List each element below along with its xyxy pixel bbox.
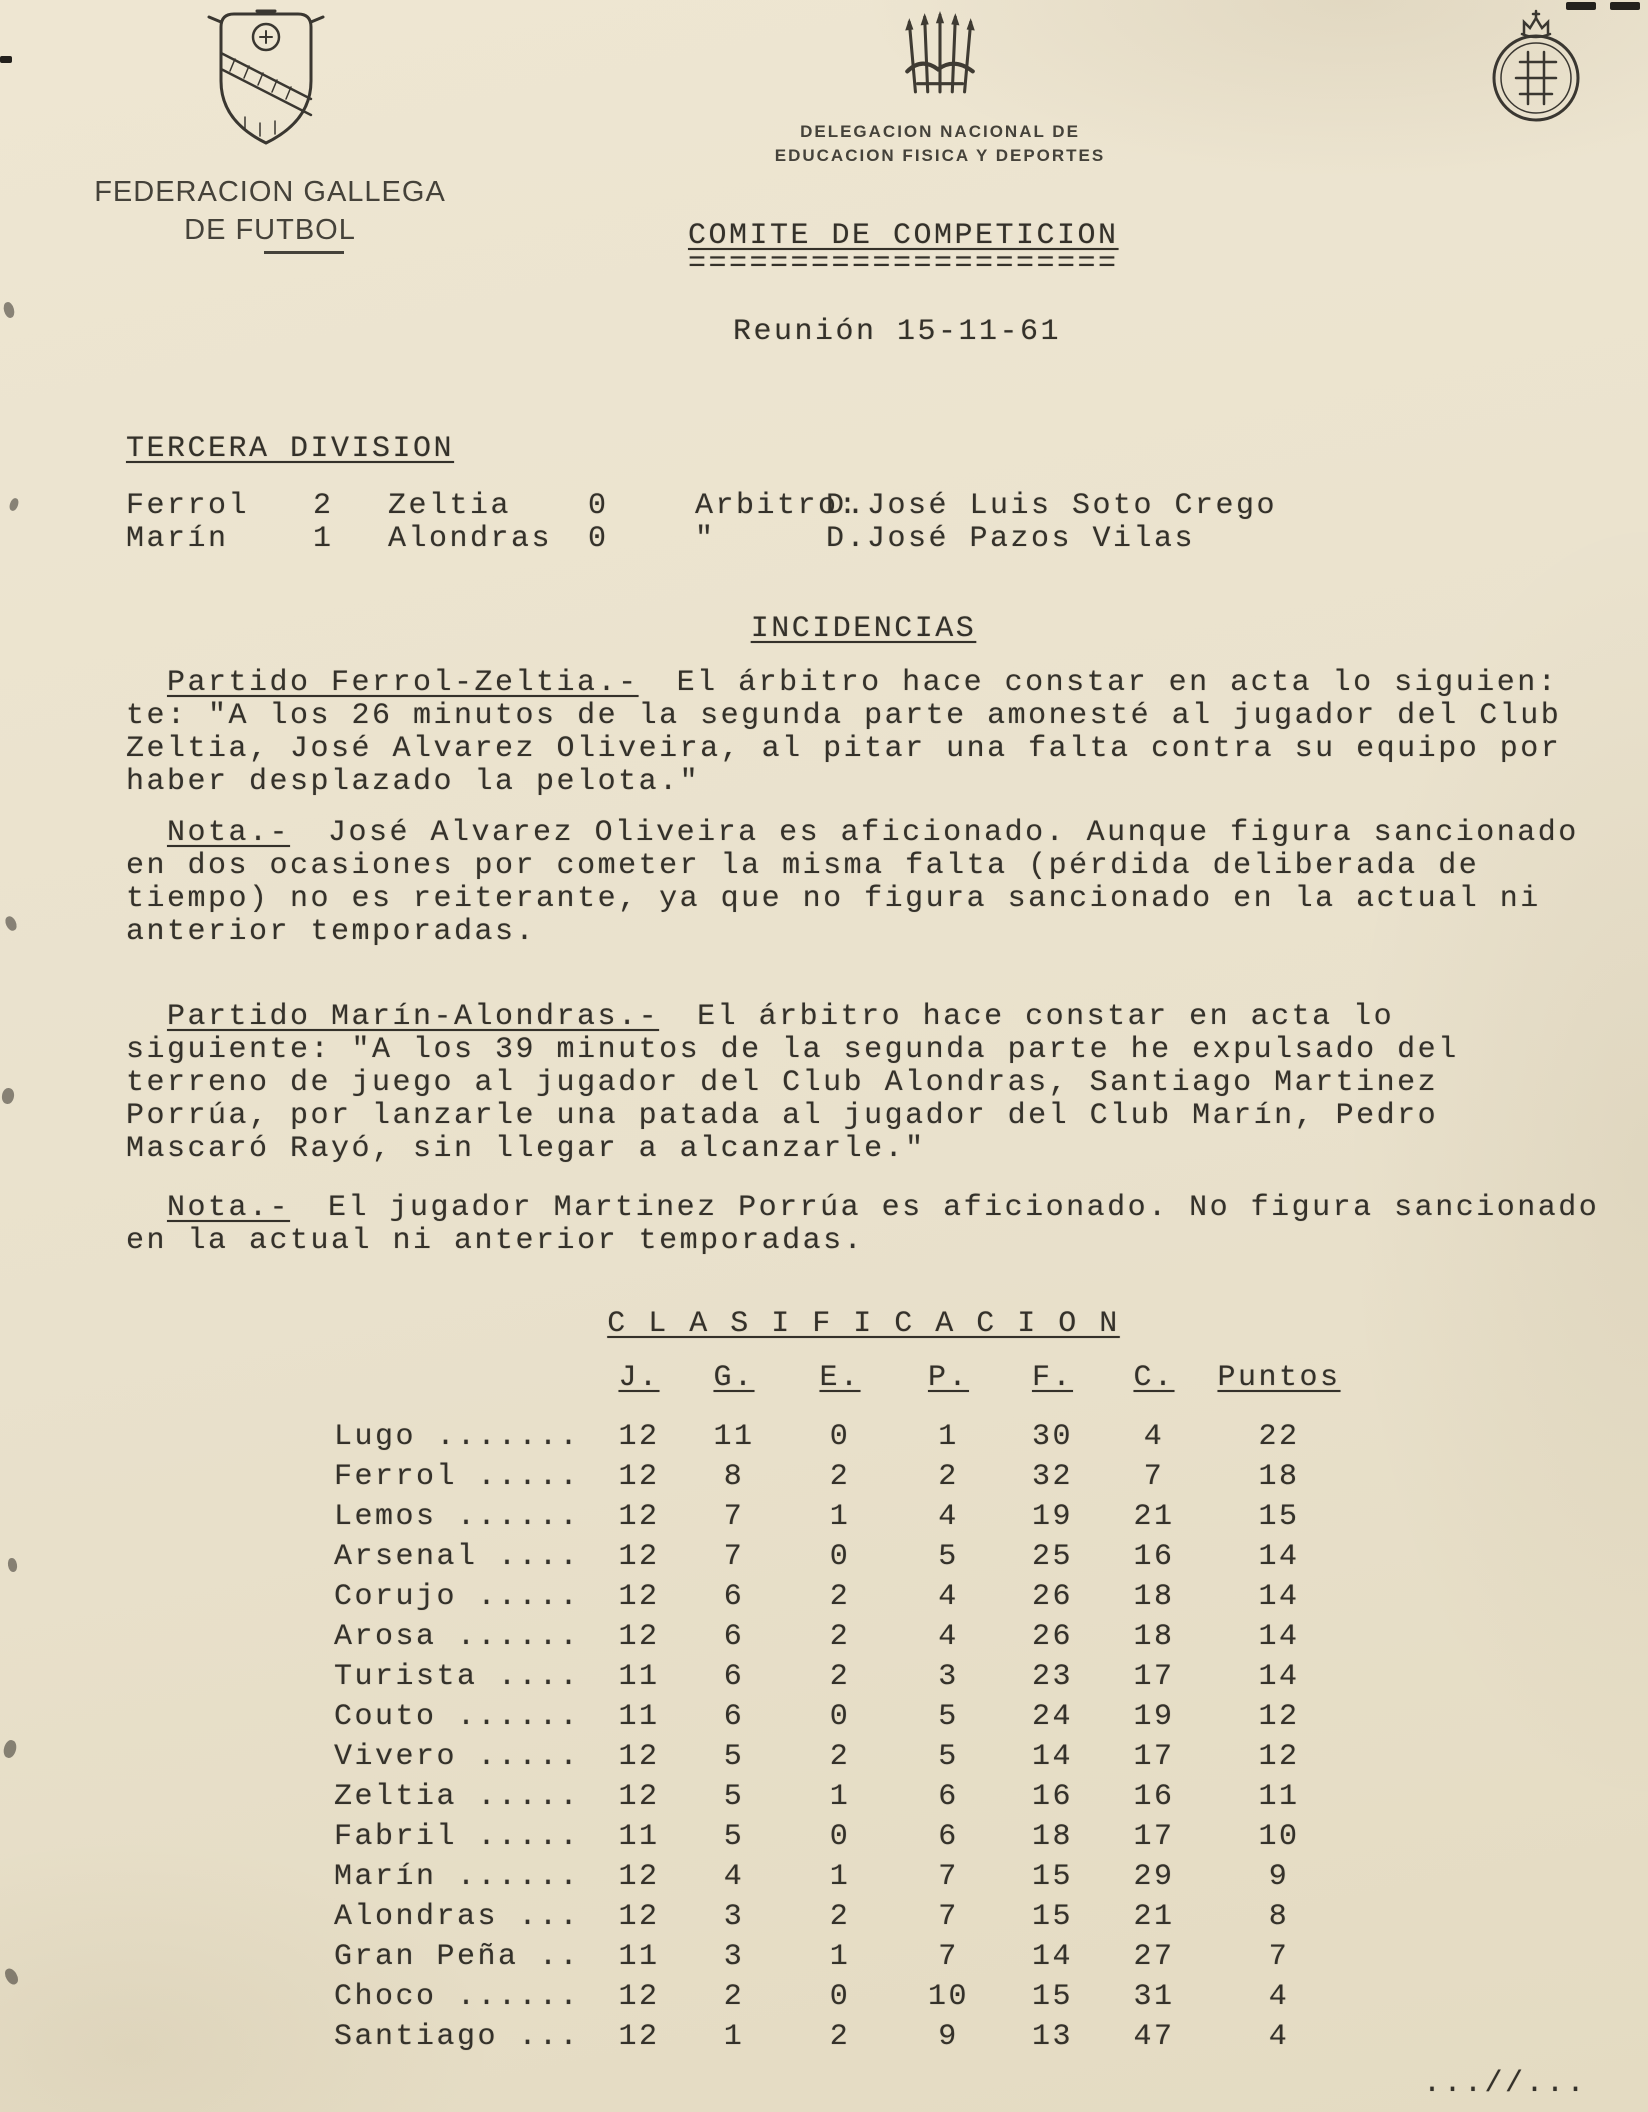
stat-value: 7 (938, 1860, 959, 1894)
stat-value: 11 (713, 1420, 755, 1454)
stat-value: 0 (829, 1540, 851, 1574)
stat-value: 12 (618, 1500, 660, 1534)
stat-value: 23 (1031, 1660, 1073, 1694)
stat-value: 25 (1031, 1540, 1073, 1574)
stat-value: 18 (1133, 1620, 1175, 1654)
stat-value: 2 (829, 2020, 851, 2054)
stat-value: 21 (1133, 1900, 1175, 1934)
column-header: F. (1031, 1361, 1073, 1395)
stat-value: 18 (1258, 1460, 1300, 1494)
classification-row (334, 1697, 1354, 1737)
stat-value: 5 (723, 1820, 745, 1854)
stat-value: 12 (618, 1620, 660, 1654)
letterhead-left (88, 172, 452, 254)
stat-value: 1 (829, 1940, 851, 1974)
stat-value: 47 (1133, 2020, 1175, 2054)
continuation-mark: ...//... (1422, 2067, 1587, 2101)
org-name-line2: DE FUTBOL (184, 214, 356, 246)
stat-value: 2 (829, 1900, 851, 1934)
home-team: Marín (126, 522, 229, 556)
stat-value: 2 (829, 1660, 851, 1694)
stat-value: 4 (1268, 2020, 1290, 2054)
classification-row (334, 1857, 1354, 1897)
team-name: Arosa ...... (334, 1620, 581, 1654)
stat-value: 7 (723, 1540, 745, 1574)
team-name: Couto ...... (334, 1700, 581, 1734)
letterhead-center (690, 120, 1190, 168)
stat-value: 16 (1133, 1780, 1175, 1814)
classification-row (334, 1897, 1354, 1937)
stat-value: 7 (1143, 1460, 1165, 1494)
meeting-date: Reunión 15-11-61 (733, 315, 1062, 349)
away-team: Zeltia (388, 489, 512, 523)
stat-value: 1 (723, 2020, 745, 2054)
stat-value: 4 (1143, 1420, 1165, 1454)
stat-value: 17 (1133, 1660, 1175, 1694)
org-name-line1: FEDERACION GALLEGA (94, 176, 446, 208)
column-header: J. (618, 1361, 660, 1395)
section-title-clasificacion: C L A S I F I C A C I O N (607, 1307, 1120, 1341)
stat-value: 14 (1031, 1740, 1073, 1774)
stat-value: 5 (723, 1740, 745, 1774)
stat-value: 2 (723, 1980, 745, 2014)
stat-value: 14 (1258, 1660, 1300, 1694)
stat-value: 10 (927, 1980, 969, 2014)
stat-value: 5 (723, 1780, 745, 1814)
stat-value: 6 (723, 1700, 745, 1734)
team-name: Fabril ..... (334, 1820, 581, 1854)
referee-label: " (695, 522, 716, 556)
incident-paragraph (126, 1192, 1601, 1258)
yoke-and-arrows-emblem-icon (901, 10, 979, 98)
stat-value: 17 (1133, 1820, 1175, 1854)
paragraph-lead: Partido Ferrol-Zeltia.- (167, 666, 639, 700)
stat-value: 14 (1258, 1580, 1300, 1614)
stat-value: 4 (938, 1580, 959, 1614)
column-header: Puntos (1217, 1361, 1341, 1395)
stat-value: 19 (1133, 1700, 1175, 1734)
stat-value: 3 (723, 1940, 745, 1974)
stat-value: 8 (1268, 1900, 1290, 1934)
stat-value: 16 (1031, 1780, 1073, 1814)
section-title-incidencias: INCIDENCIAS (750, 612, 977, 646)
stat-value: 9 (938, 2020, 959, 2054)
stat-value: 6 (723, 1620, 745, 1654)
stat-value: 12 (618, 1980, 660, 2014)
stat-value: 7 (1268, 1940, 1290, 1974)
stat-value: 13 (1031, 2020, 1073, 2054)
classification-table (334, 1362, 1354, 2057)
column-header: C. (1133, 1361, 1175, 1395)
stat-value: 27 (1133, 1940, 1175, 1974)
team-name: Santiago ... (334, 2020, 581, 2054)
stat-value: 7 (938, 1940, 959, 1974)
stat-value: 32 (1031, 1460, 1073, 1494)
stat-value: 1 (829, 1500, 851, 1534)
stat-value: 12 (618, 1460, 660, 1494)
ink-smudge-mark (2, 1966, 20, 1986)
corner-mark (0, 56, 12, 63)
stat-value: 11 (618, 1940, 660, 1974)
stat-value: 26 (1031, 1620, 1073, 1654)
corner-mark (1610, 2, 1640, 10)
classification-row (334, 1617, 1354, 1657)
stat-value: 11 (618, 1820, 660, 1854)
stat-value: 2 (829, 1620, 851, 1654)
federation-shield-crest-logo (205, 7, 327, 149)
stat-value: 11 (618, 1700, 660, 1734)
ink-smudge-mark (8, 497, 20, 512)
stat-value: 6 (938, 1820, 959, 1854)
stat-value: 17 (1133, 1740, 1175, 1774)
classification-row (334, 1457, 1354, 1497)
stat-value: 6 (723, 1660, 745, 1694)
stat-value: 1 (829, 1860, 851, 1894)
incident-paragraph (126, 1001, 1601, 1166)
team-name: Turista .... (334, 1660, 581, 1694)
team-name: Lugo ....... (334, 1420, 581, 1454)
match-results (126, 490, 1601, 556)
stat-value: 15 (1258, 1500, 1300, 1534)
stat-value: 12 (618, 1780, 660, 1814)
stat-value: 15 (1031, 1900, 1073, 1934)
org-name-underline (264, 251, 344, 254)
section-title-tercera-division: TERCERA DIVISION (126, 432, 455, 466)
team-name: Gran Peña .. (334, 1940, 581, 1974)
stat-value: 14 (1031, 1940, 1073, 1974)
paragraph-text: El árbitro hace constar en acta lo siguien: te: "A los 26 minutos de la segunda parte amonesté al jugador del Club Zeltia, José Alvarez Oliveira, al pitar una falta contra su equipo por haber desplazado la pelota." (126, 666, 1562, 799)
stat-value: 9 (1268, 1860, 1290, 1894)
stat-value: 12 (618, 1540, 660, 1574)
classification-row (334, 1737, 1354, 1777)
team-name: Vivero ..... (334, 1740, 581, 1774)
classification-row (334, 1817, 1354, 1857)
delegation-line1: DELEGACION NACIONAL DE (800, 122, 1080, 141)
stat-value: 5 (938, 1700, 959, 1734)
stat-value: 0 (829, 1420, 851, 1454)
stat-value: 5 (938, 1740, 959, 1774)
paragraph-lead: Partido Marín-Alondras.- (167, 1000, 660, 1034)
home-team: Ferrol (126, 489, 250, 523)
team-name: Zeltia ..... (334, 1780, 581, 1814)
corner-mark (1566, 2, 1596, 10)
home-score: 1 (313, 522, 334, 556)
away-score: 0 (588, 522, 609, 556)
stat-value: 14 (1258, 1620, 1300, 1654)
classification-row (334, 2017, 1354, 2057)
letterhead (0, 0, 1648, 408)
stat-value: 18 (1133, 1580, 1175, 1614)
stat-value: 24 (1031, 1700, 1073, 1734)
classification-row (334, 1937, 1354, 1977)
stat-value: 0 (829, 1980, 851, 2014)
stat-value: 12 (618, 2020, 660, 2054)
ink-smudge-mark (2, 1739, 18, 1759)
stat-value: 4 (938, 1500, 959, 1534)
match-row (126, 490, 1601, 523)
stat-value: 15 (1031, 1980, 1073, 2014)
stat-value: 10 (1258, 1820, 1300, 1854)
stat-value: 12 (618, 1580, 660, 1614)
stat-value: 18 (1031, 1820, 1073, 1854)
column-header: P. (927, 1361, 969, 1395)
stat-value: 12 (618, 1900, 660, 1934)
stat-value: 4 (723, 1860, 745, 1894)
incident-paragraph (126, 817, 1601, 949)
stat-value: 14 (1258, 1540, 1300, 1574)
stat-value: 2 (829, 1580, 851, 1614)
paragraph-lead: Nota.- (167, 816, 291, 850)
column-header: G. (713, 1361, 755, 1395)
stat-value: 21 (1133, 1500, 1175, 1534)
team-name: Ferrol ..... (334, 1460, 581, 1494)
stat-value: 0 (829, 1700, 851, 1734)
stat-value: 2 (829, 1740, 851, 1774)
stat-value: 2 (938, 1460, 959, 1494)
stat-value: 7 (938, 1900, 959, 1934)
stat-value: 15 (1031, 1860, 1073, 1894)
referee-name: D.José Luis Soto Crego (826, 489, 1278, 523)
match-row (126, 523, 1601, 556)
stat-value: 7 (723, 1500, 745, 1534)
stat-value: 6 (938, 1780, 959, 1814)
classification-row (334, 1417, 1354, 1457)
away-score: 0 (588, 489, 609, 523)
stat-value: 3 (723, 1900, 745, 1934)
team-column-header (334, 1362, 594, 1417)
document-title: COMITE DE COMPETICION (688, 219, 1119, 253)
stat-value: 12 (1258, 1700, 1300, 1734)
stat-value: 22 (1258, 1420, 1300, 1454)
stat-value: 3 (938, 1660, 959, 1694)
stat-value: 2 (829, 1460, 851, 1494)
paragraph-lead: Nota.- (167, 1191, 291, 1225)
stat-value: 11 (618, 1660, 660, 1694)
stat-value: 11 (1258, 1780, 1300, 1814)
stat-value: 12 (618, 1860, 660, 1894)
ink-smudge-mark (1, 1087, 16, 1105)
team-name: Marín ...... (334, 1860, 581, 1894)
royal-club-crest-logo (1480, 8, 1592, 126)
incident-paragraph (126, 667, 1601, 799)
team-name: Arsenal .... (334, 1540, 581, 1574)
stat-value: 6 (723, 1580, 745, 1614)
stat-value: 12 (618, 1740, 660, 1774)
delegation-line2: EDUCACION FISICA Y DEPORTES (774, 146, 1106, 165)
paragraph-text: José Alvarez Oliveira es aficionado. Aunque figura sancionado en dos ocasiones por cometer la misma falta (pérdida deliberada de tiempo) no es reiterante, ya que no figura sancionado en la actual ni anterior temporadas. (126, 816, 1579, 949)
stat-value: 4 (938, 1620, 959, 1654)
paragraph-text: El jugador Martinez Porrúa es aficionado. No figura sancionado en la actual ni anterior temporadas. (126, 1191, 1600, 1258)
classification-header-row (334, 1362, 1354, 1417)
classification-row (334, 1977, 1354, 2017)
stat-value: 31 (1133, 1980, 1175, 2014)
stat-value: 1 (938, 1420, 959, 1454)
stat-value: 29 (1133, 1860, 1175, 1894)
stat-value: 0 (829, 1820, 851, 1854)
stat-value: 19 (1031, 1500, 1073, 1534)
classification-row (334, 1657, 1354, 1697)
team-name: Alondras ... (334, 1900, 581, 1934)
stat-value: 12 (1258, 1740, 1300, 1774)
team-name: Choco ...... (334, 1980, 581, 2014)
stat-value: 4 (1268, 1980, 1290, 2014)
classification-row (334, 1777, 1354, 1817)
classification-row (334, 1537, 1354, 1577)
title-double-rule: ===================== (688, 247, 1119, 281)
referee-label: Arbitro: (695, 489, 860, 523)
stat-value: 16 (1133, 1540, 1175, 1574)
ink-smudge-mark (7, 1557, 18, 1572)
classification-row (334, 1577, 1354, 1617)
team-name: Lemos ...... (334, 1500, 581, 1534)
column-header: E. (819, 1361, 861, 1395)
team-name: Corujo ..... (334, 1580, 581, 1614)
home-score: 2 (313, 489, 334, 523)
stat-value: 8 (723, 1460, 745, 1494)
stat-value: 5 (938, 1540, 959, 1574)
stat-value: 26 (1031, 1580, 1073, 1614)
stat-value: 30 (1031, 1420, 1073, 1454)
classification-row (334, 1497, 1354, 1537)
stat-value: 12 (618, 1420, 660, 1454)
ink-smudge-mark (3, 915, 18, 933)
paragraph-text: El árbitro hace constar en acta lo siguiente: "A los 39 minutos de la segunda parte he expulsado del terreno de juego al jugador del Club Alondras, Santiago Martinez Porrúa, por lanzarle una patada al jugador del Club Marín, Pedro Mascaró Rayó, sin llegar a alcanzarle." (126, 1000, 1459, 1166)
away-team: Alondras (388, 522, 553, 556)
referee-name: D.José Pazos Vilas (826, 522, 1196, 556)
document-body (126, 408, 1601, 2101)
stat-value: 1 (829, 1780, 851, 1814)
